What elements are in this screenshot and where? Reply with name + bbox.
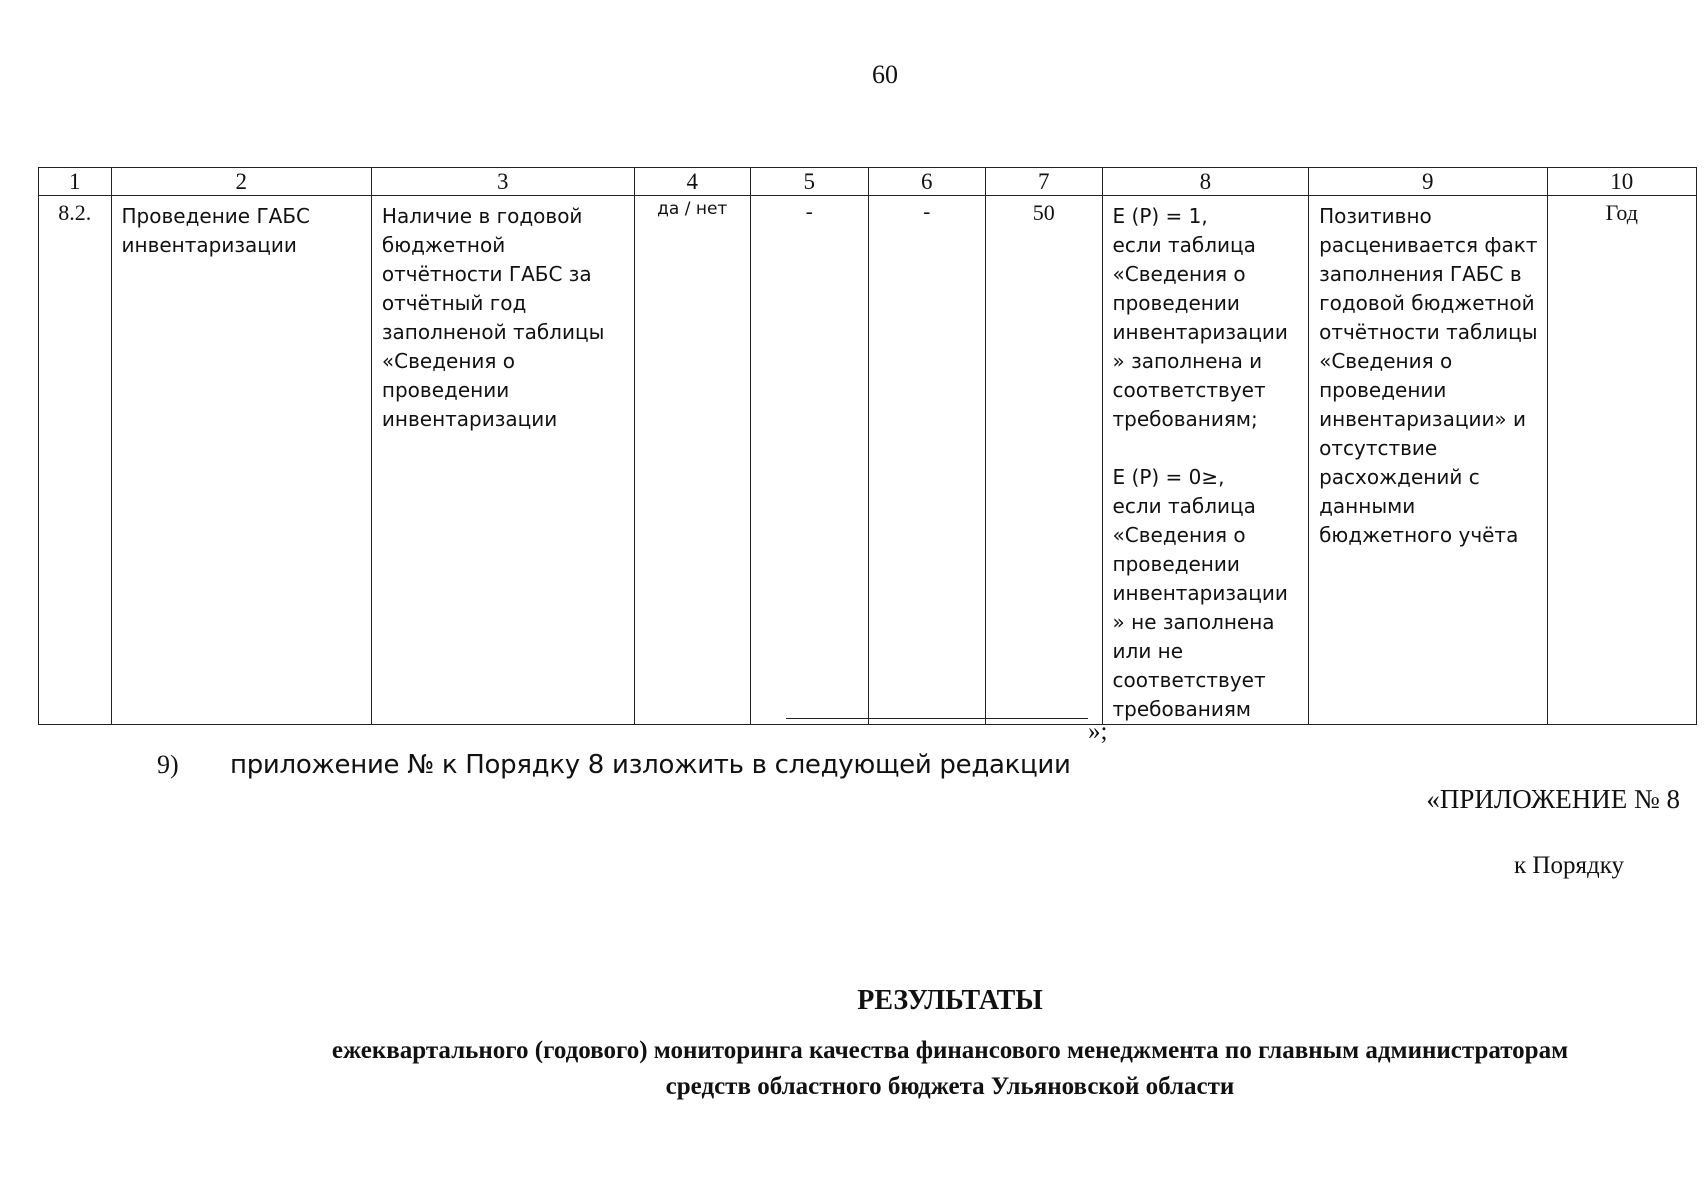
column-header: 10	[1547, 168, 1696, 196]
row-number-cell: 8.2.	[39, 196, 112, 725]
period-cell: Год	[1547, 196, 1696, 725]
column-header: 3	[371, 168, 634, 196]
column-header: 6	[868, 168, 986, 196]
weight-cell: 50	[986, 196, 1102, 725]
comment-cell: Позитивно расценивается факт заполнения ГАБС в годовой бюджетной отчётности таблицы «Сведения о проведении инвентаризации» и отсутствие расхождений с данными бюджетного учёта	[1309, 196, 1547, 725]
results-heading	[160, 985, 1708, 1105]
column-header: 1	[39, 168, 112, 196]
results-subtitle-line1: ежеквартального (годового) мониторинга качества финансового менеджмента по главным администраторам	[331, 1037, 1569, 1064]
table-header-row	[39, 168, 1697, 196]
col5-cell: -	[750, 196, 868, 725]
item-number: 9)	[157, 750, 179, 779]
page-number: 60	[872, 60, 898, 89]
column-header: 5	[750, 168, 868, 196]
criterion-description-cell: Наличие в годовой бюджетной отчётности ГАБС за отчётный год заполненой таблицы «Сведения о проведении инвентаризации	[371, 196, 634, 725]
results-subtitle-line2: средств областного бюджета Ульяновской области	[665, 1073, 1235, 1100]
closing-quote: »;	[1088, 718, 1108, 745]
appendix-title: «ПРИЛОЖЕНИЕ № 8	[1426, 784, 1680, 814]
table-row	[39, 196, 1697, 725]
criteria-table	[38, 167, 1697, 725]
formula-cell: E (P) = 1, если таблица «Сведения о проведении инвентаризации » заполнена и соответствует требованиям; E (P) = 0≥, если таблица «Сведения о проведении инвентаризации » не заполнена или не соответствует требованиям	[1102, 196, 1309, 725]
item-text: приложение № к Порядку 8 изложить в следующей редакции	[230, 750, 1071, 780]
appendix-subtitle: к Порядку	[1514, 852, 1624, 879]
blank-underline	[786, 718, 1088, 719]
column-header: 7	[986, 168, 1102, 196]
column-header: 4	[634, 168, 750, 196]
column-header: 2	[111, 168, 371, 196]
unit-cell: да / нет	[634, 196, 750, 725]
col6-cell: -	[868, 196, 986, 725]
column-header: 8	[1102, 168, 1309, 196]
results-title: РЕЗУЛЬТАТЫ	[857, 985, 1043, 1016]
column-header: 9	[1309, 168, 1547, 196]
criterion-name-cell: Проведение ГАБС инвентаризации	[111, 196, 371, 725]
